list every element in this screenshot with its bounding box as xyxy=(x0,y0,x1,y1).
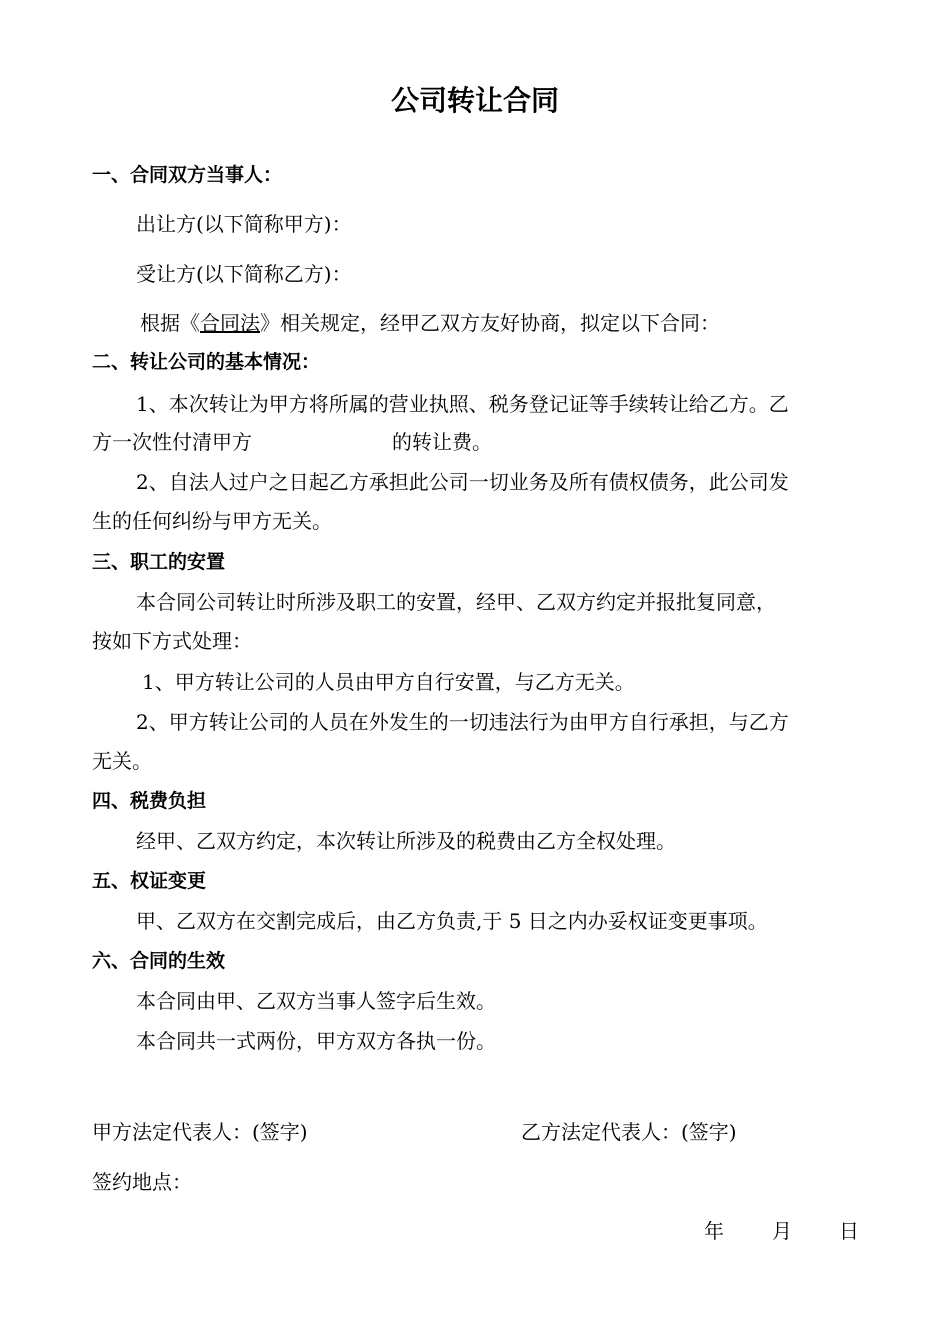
s4-text: 经甲、乙双方约定，本次转让所涉及的税费由乙方全权处理。 xyxy=(136,829,676,853)
s2-item1-line2b: 的转让费。 xyxy=(392,430,492,454)
s2-item1-line1: 1、本次转让为甲方将所属的营业执照、税务登记证等手续转让给乙方。乙 xyxy=(136,392,789,416)
date-year: 年 xyxy=(704,1219,724,1243)
s6-text2: 本合同共一式两份，甲方双方各执一份。 xyxy=(136,1029,496,1053)
section-2-heading: 二、转让公司的基本情况： xyxy=(92,351,321,373)
s2-item2-line1: 2、自法人过户之日起乙方承担此公司一切业务及所有债权债务，此公司发 xyxy=(136,470,789,494)
section-6-heading: 六、合同的生效 xyxy=(92,950,226,972)
date-day: 日 xyxy=(839,1219,859,1243)
s3-item1: 1、甲方转让公司的人员由甲方自行安置，与乙方无关。 xyxy=(142,670,635,694)
s2-item1-line2a: 方一次性付清甲方 xyxy=(92,430,252,454)
party-b-signature: 乙方法定代表人：(签字) xyxy=(521,1120,737,1144)
section-1-heading: 一、合同双方当事人： xyxy=(92,164,283,186)
s6-text1: 本合同由甲、乙双方当事人签字后生效。 xyxy=(136,989,496,1013)
s2-item2-line2: 生的任何纠纷与甲方无关。 xyxy=(92,509,332,533)
s5-text: 甲、乙双方在交割完成后，由乙方负责,于 5 日之内办妥权证变更事项。 xyxy=(136,909,768,933)
basis-pre: 根据《 xyxy=(140,311,200,335)
party-a-signature: 甲方法定代表人：(签字) xyxy=(92,1120,308,1144)
section-3-heading: 三、职工的安置 xyxy=(92,551,226,573)
contract-law-link: 合同法 xyxy=(200,311,260,335)
basis-post: 》相关规定，经甲乙双方友好协商，拟定以下合同： xyxy=(260,311,720,335)
transferor-line: 出让方(以下简称甲方)： xyxy=(136,212,352,236)
basis-paragraph xyxy=(140,311,720,335)
s3-item2-line1: 2、甲方转让公司的人员在外发生的一切违法行为由甲方自行承担，与乙方 xyxy=(136,710,789,734)
transferee-line: 受让方(以下简称乙方)： xyxy=(136,262,352,286)
signing-place: 签约地点： xyxy=(92,1170,192,1194)
s3-item2-line2: 无关。 xyxy=(92,749,152,773)
section-4-heading: 四、税费负担 xyxy=(92,790,207,812)
document-title: 公司转让合同 xyxy=(390,84,559,117)
section-5-heading: 五、权证变更 xyxy=(92,870,207,892)
date-month: 月 xyxy=(772,1219,792,1243)
s3-intro-line2: 按如下方式处理： xyxy=(92,629,252,653)
s3-intro-line1: 本合同公司转让时所涉及职工的安置，经甲、乙双方约定并报批复同意， xyxy=(136,590,776,614)
